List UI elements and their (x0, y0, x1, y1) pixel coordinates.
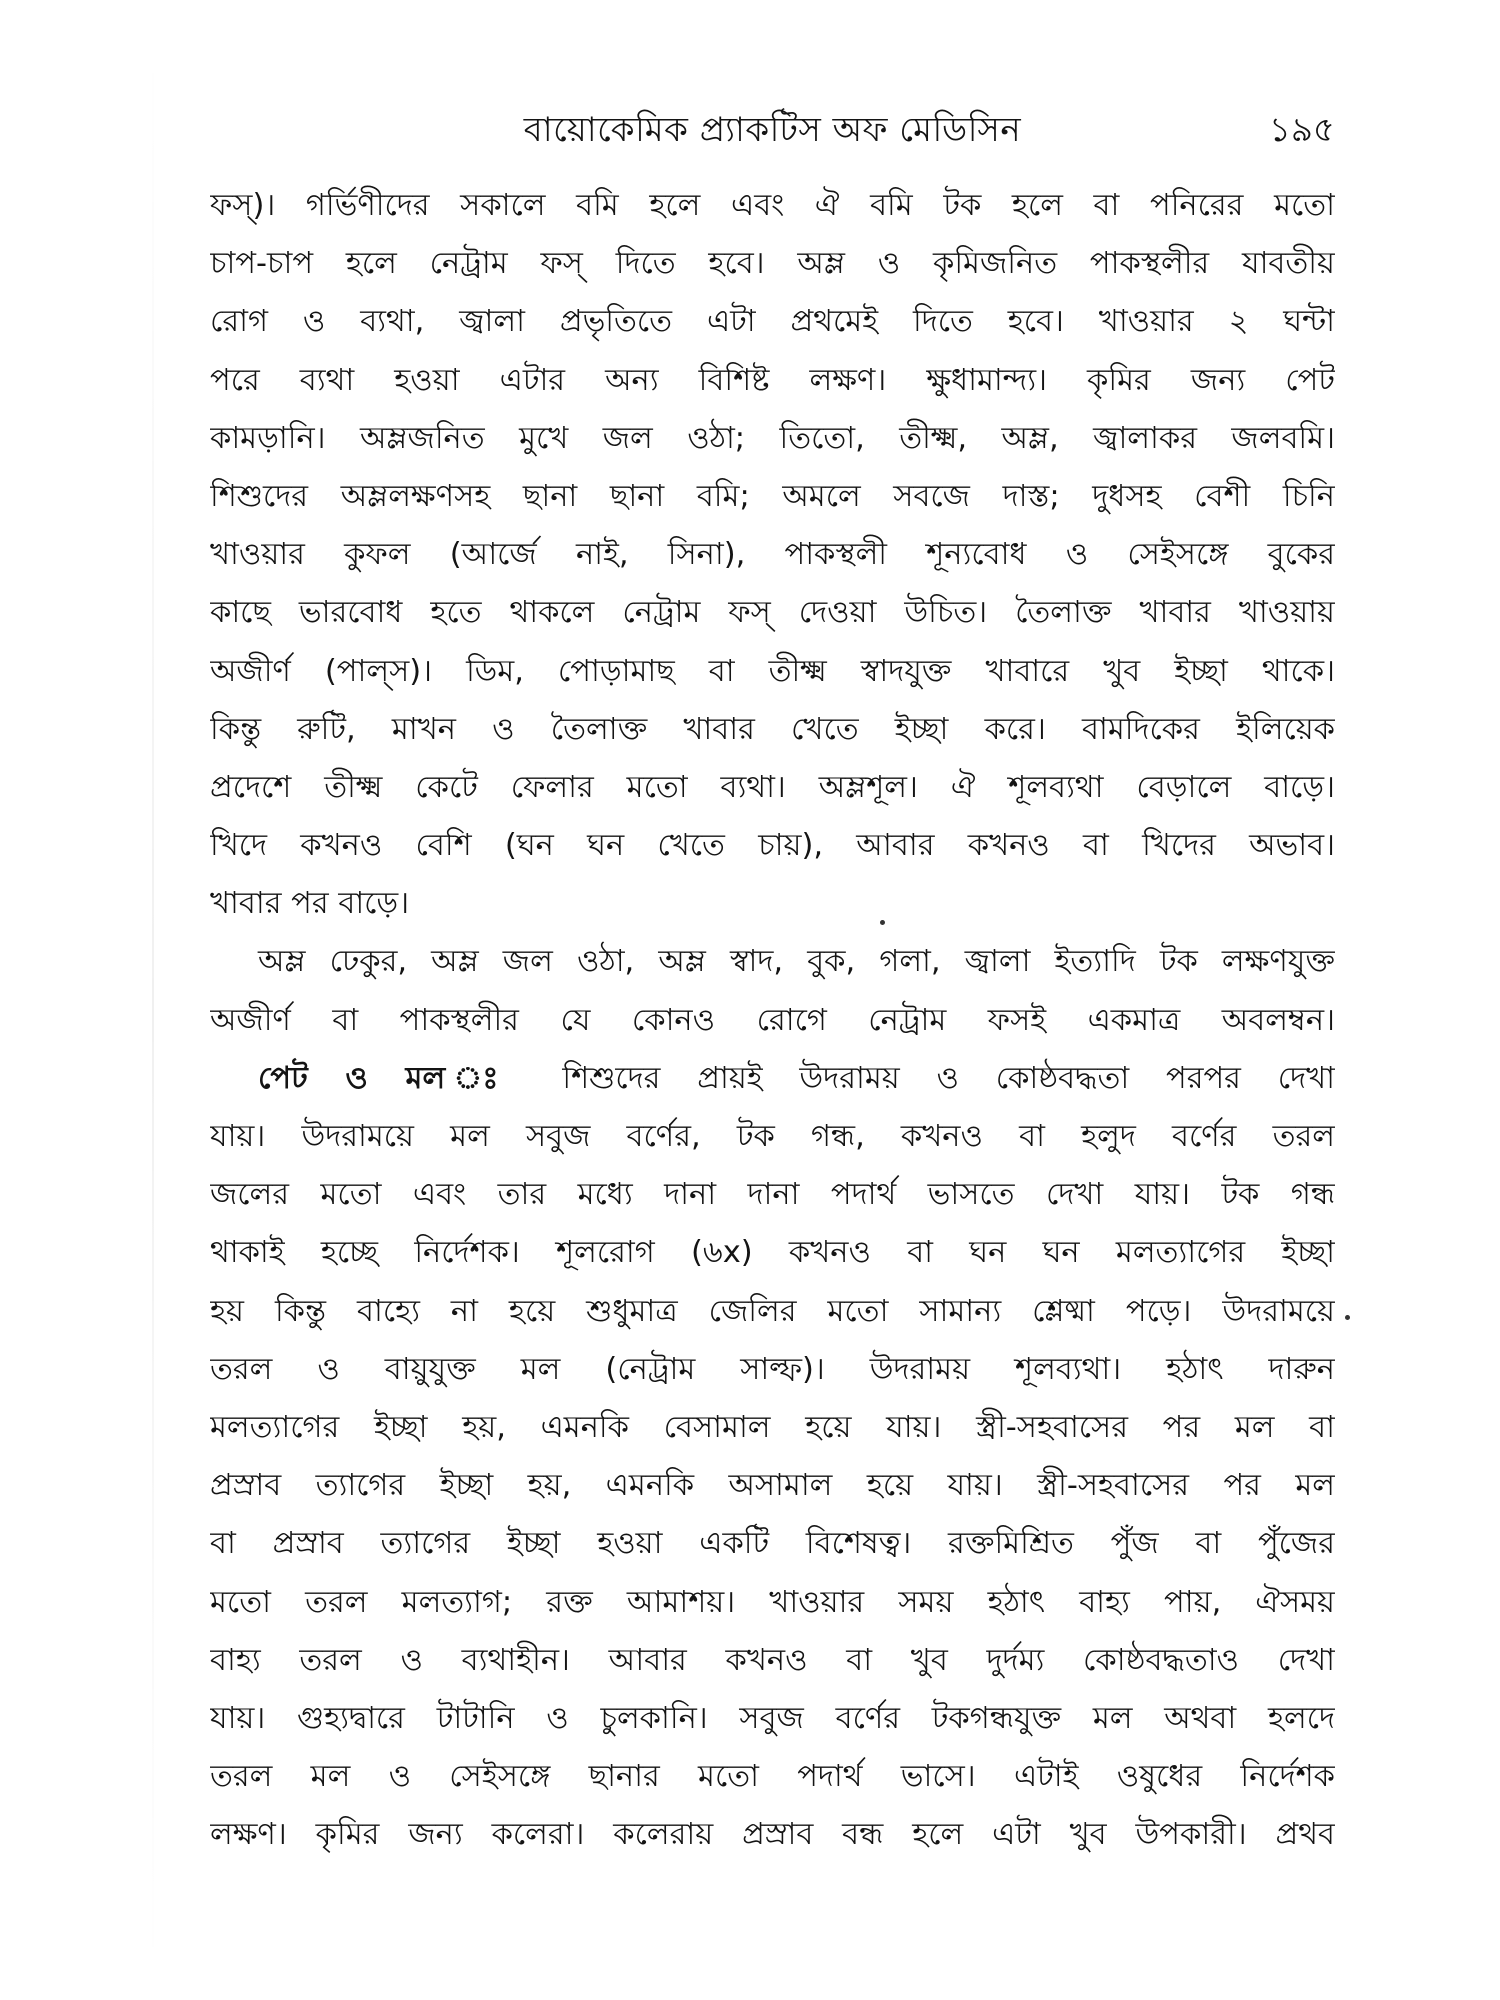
text-line: কিন্তু রুটি, মাখন ও তৈলাক্ত খাবার খেতে ইচ্ছা করে। বামদিকের ইলিয়েক (210, 711, 1335, 747)
section-first-line-text: শিশুদের প্রায়ই উদরাময় ও কোষ্ঠবদ্ধতা পরপর দেখা (562, 1060, 1335, 1096)
text-line: হয় কিন্তু বাহ্যে না হয়ে শুধুমাত্র জেলির মতো সামান্য শ্লেষ্মা পড়ে। উদরাময়ে (210, 1293, 1335, 1329)
text-line: বাহ্য তরল ও ব্যথাহীন। আবার কখনও বা খুব দুর্দম্য কোষ্ঠবদ্ধতাও দেখা (210, 1642, 1335, 1678)
text-line: অম্ল ঢেকুর, অম্ল জল ওঠা, অম্ল স্বাদ, বুক, গলা, জ্বালা ইত্যাদি টক লক্ষণযুক্ত (258, 944, 1335, 980)
text-line: শিশুদের অম্ললক্ষণসহ ছানা ছানা বমি; অমলে সবজে দাস্ত; দুধসহ বেশী চিনি (210, 478, 1335, 514)
text-line: রোগ ও ব্যথা, জ্বালা প্রভৃতিতে এটা প্রথমেই দিতে হবে। খাওয়ার ২ ঘন্টা (210, 304, 1335, 340)
text-line: অজীর্ণ (পাল্স)। ডিম, পোড়ামাছ বা তীক্ষ্ম স্বাদযুক্ত খাবারে খুব ইচ্ছা থাকে। (210, 653, 1335, 689)
text-line: কাছে ভারবোধ হতে থাকলে নেট্রাম ফস্ দেওয়া উচিত। তৈলাক্ত খাবার খাওয়ায় (210, 595, 1335, 631)
text-line: মতো তরল মলত্যাগ; রক্ত আমাশয়। খাওয়ার সময় হঠাৎ বাহ্য পায়, ঐসময় (210, 1584, 1335, 1620)
header-title: বায়োকেমিক প্র্যাকটিস অফ মেডিসিন (523, 110, 1022, 150)
page-number: ১৯৫ (1268, 110, 1335, 150)
running-head (210, 100, 1335, 160)
print-speck (1345, 1315, 1350, 1320)
text-line: মলত্যাগের ইচ্ছা হয়, এমনকি বেসামাল হয়ে যায়। স্ত্রী-সহবাসের পর মল বা (210, 1409, 1335, 1445)
text-line: প্রদেশে তীক্ষ্ম কেটে ফেলার মতো ব্যথা। অম্লশূল। ঐ শূলব্যথা বেড়ালে বাড়ে। (210, 769, 1335, 805)
text-line: খাবার পর বাড়ে। (210, 886, 410, 922)
text-line: ফস্)। গর্ভিণীদের সকালে বমি হলে এবং ঐ বমি টক হলে বা পনিরের মতো (210, 188, 1335, 223)
text-line: প্রস্রাব ত্যাগের ইচ্ছা হয়, এমনকি অসামাল হয়ে যায়। স্ত্রী-সহবাসের পর মল (210, 1468, 1335, 1504)
text-line: যায়। উদরাময়ে মল সবুজ বর্ণের, টক গন্ধ, কখনও বা হলুদ বর্ণের তরল (210, 1119, 1335, 1154)
body-text (210, 177, 1335, 1864)
text-line: জলের মতো এবং তার মধ্যে দানা দানা পদার্থ ভাসতে দেখা যায়। টক গন্ধ (210, 1177, 1335, 1213)
text-line: খাওয়ার কুফল (আর্জে নাই, সিনা), পাকস্থলী শূন্যবোধ ও সেইসঙ্গে বুকের (210, 537, 1335, 573)
text-line: তরল ও বায়ুযুক্ত মল (নেট্রাম সাল্ফ)। উদরাময় শূলব্যথা। হঠাৎ দারুন (210, 1351, 1335, 1387)
text-line: যায়। গুহ্যদ্বারে টাটানি ও চুলকানি। সবুজ বর্ণের টকগন্ধযুক্ত মল অথবা হলদে (210, 1700, 1335, 1736)
text-line: লক্ষণ। কৃমির জন্য কলেরা। কলেরায় প্রস্রাব বন্ধ হলে এটা খুব উপকারী। প্রথব (210, 1817, 1335, 1853)
print-speck (880, 920, 885, 925)
text-line: চাপ-চাপ হলে নেট্রাম ফস্ দিতে হবে। অম্ল ও কৃমিজনিত পাকস্থলীর যাবতীয় (210, 246, 1335, 282)
text-line: তরল মল ও সেইসঙ্গে ছানার মতো পদার্থ ভাসে। এটাই ওষুধের নির্দেশক (210, 1759, 1335, 1795)
section-first-line (210, 1050, 1335, 1108)
text-line: অজীর্ণ বা পাকস্থলীর যে কোনও রোগে নেট্রাম ফসই একমাত্র অবলম্বন। (210, 1002, 1335, 1038)
text-line: পরে ব্যথা হওয়া এটার অন্য বিশিষ্ট লক্ষণ। ক্ষুধামান্দ্য। কৃমির জন্য পেট (210, 362, 1335, 398)
text-line: কামড়ানি। অম্লজনিত মুখে জল ওঠা; তিতো, তীক্ষ্ম, অম্ল, জ্বালাকর জলবমি। (210, 420, 1335, 456)
text-line: বা প্রস্রাব ত্যাগের ইচ্ছা হওয়া একটি বিশেষত্ব। রক্তমিশ্রিত পুঁজ বা পুঁজের (210, 1526, 1335, 1562)
text-line: খিদে কখনও বেশি (ঘন ঘন খেতে চায়), আবার কখনও বা খিদের অভাব। (210, 828, 1335, 864)
section-heading: পেট ও মল ঃ (258, 1060, 526, 1096)
page-gutter-shadow (152, 40, 154, 1980)
text-line: থাকাই হচ্ছে নির্দেশক। শূলরোগ (৬x) কখনও বা ঘন ঘন মলত্যাগের ইচ্ছা (210, 1235, 1335, 1271)
